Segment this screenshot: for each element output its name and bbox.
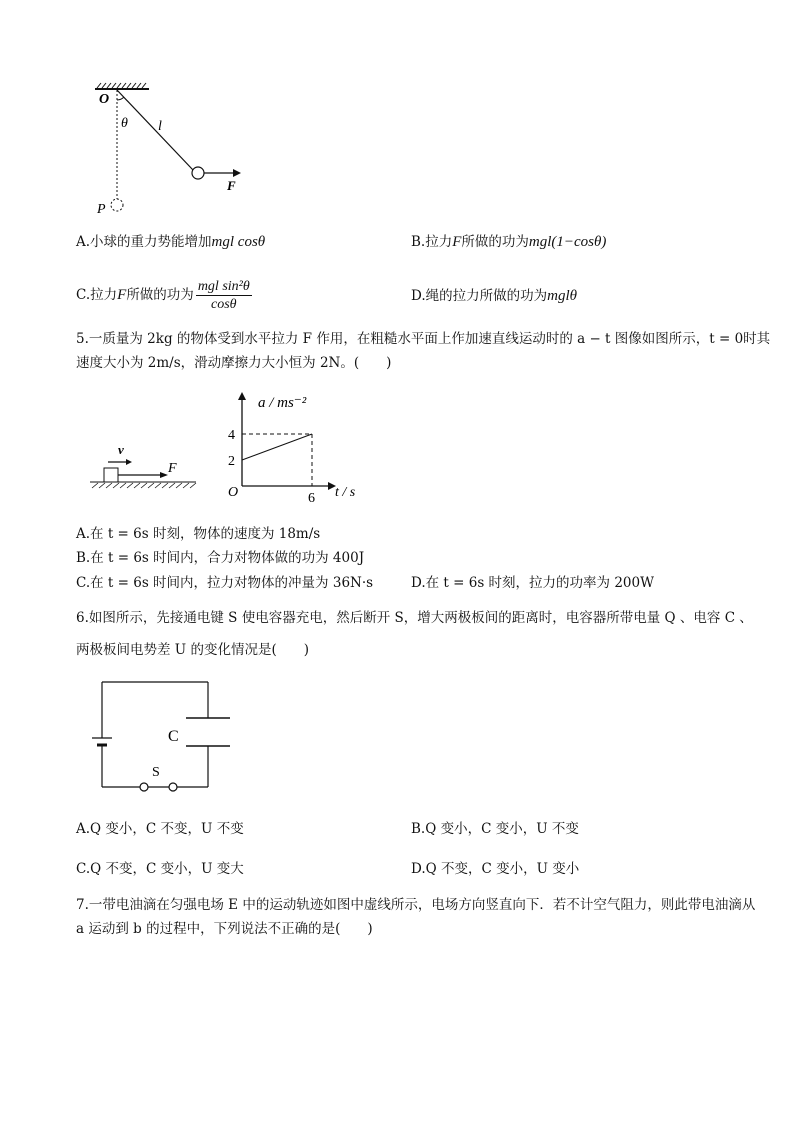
pendulum-figure (85, 80, 255, 220)
label-F: F (168, 461, 177, 476)
q7-stem-line2: a 运动到 b 的过程中，下列说法不正确的是( ) (76, 921, 373, 937)
q5-option-a[interactable]: A.在 t = 6s 时刻，物体的速度为 18m/s (76, 526, 321, 542)
var-F: F (452, 234, 462, 250)
option-expr: mglθ (547, 288, 578, 304)
q4-option-d[interactable] (411, 287, 577, 305)
fraction (196, 278, 252, 313)
q6-option-b[interactable]: B.Q 变小，C 变小，U 不变 (411, 821, 579, 837)
option-text: 绳的拉力所做的功为 (425, 288, 548, 304)
option-text: 小球的重力势能增加 (90, 234, 212, 250)
q4-option-a[interactable] (76, 233, 265, 251)
y-tick-label: 2 (228, 454, 235, 469)
x-axis-label: t / s (335, 485, 356, 500)
q7-stem-line1: 7.一带电油滴在匀强电场 E 中的运动轨迹如图中虚线所示，电场方向竖直向下．若不计空气阻力，则此带电油滴从 (76, 897, 756, 913)
q5-stem-line2: 速度大小为 2m/s，滑动摩擦力大小恒为 2N。( ) (76, 355, 392, 371)
x-tick-label: 6 (308, 491, 315, 506)
option-text: 拉力 (425, 234, 453, 250)
q6-stem-line2: 两极板间电势差 U 的变化情况是( ) (76, 642, 309, 658)
option-label: D. (411, 288, 426, 304)
option-text: 所做的功为 (126, 287, 194, 303)
option-expr: mgl cosθ (211, 234, 266, 250)
option-text: 所做的功为 (461, 234, 529, 250)
option-text: 拉力 (90, 287, 118, 303)
q4-option-b[interactable] (411, 233, 606, 251)
option-label: B. (411, 234, 426, 250)
q4-option-c[interactable] (76, 276, 254, 314)
block-figure (88, 442, 208, 494)
q5-option-c[interactable]: C.在 t = 6s 时间内，拉力对物体的冲量为 36N·s (76, 575, 374, 591)
y-axis-arrow (238, 392, 246, 400)
q5-stem-line1: 5.一质量为 2kg 的物体受到水平拉力 F 作用，在粗糙水平面上作加速直线运动时的 a − t 图像如图所示，t = 0时其 (76, 331, 771, 347)
label-F: F (227, 178, 236, 193)
option-expr: mgl(1−cosθ) (528, 234, 607, 250)
label-P: P (97, 202, 106, 217)
label-theta: θ (121, 116, 128, 131)
y-tick-label: 4 (228, 428, 235, 443)
label-S: S (152, 765, 160, 780)
q5-option-b[interactable]: B.在 t = 6s 时间内，合力对物体做的功为 400J (76, 550, 365, 566)
series-line (242, 434, 312, 460)
q6-option-d[interactable]: D.Q 不变，C 变小，U 变小 (411, 861, 580, 877)
origin-label: O (228, 485, 239, 500)
label-C: C (168, 728, 179, 745)
label-l: l (158, 119, 162, 134)
option-label: C. (76, 287, 91, 303)
label-v: v (118, 442, 124, 457)
var-F: F (117, 287, 127, 303)
q5-option-d[interactable]: D.在 t = 6s 时刻，拉力的功率为 200W (411, 575, 654, 591)
y-axis-label: a / ms⁻² (258, 395, 307, 411)
q6-option-c[interactable]: C.Q 不变，C 变小，U 变大 (76, 861, 244, 877)
capacitor-circuit (90, 672, 240, 797)
label-O: O (99, 92, 110, 107)
option-label: A. (76, 234, 91, 250)
q6-option-a[interactable]: A.Q 变小，C 不变，U 不变 (76, 821, 244, 837)
a-t-chart (222, 386, 362, 506)
fraction-denominator: cosθ (211, 297, 237, 312)
q6-stem-line1: 6.如图所示，先接通电键 S 使电容器充电，然后断开 S，增大两极板间的距离时，电容器所带电量 Q 、电容 C 、 (76, 610, 753, 626)
fraction-numerator: mgl sin²θ (197, 279, 250, 294)
